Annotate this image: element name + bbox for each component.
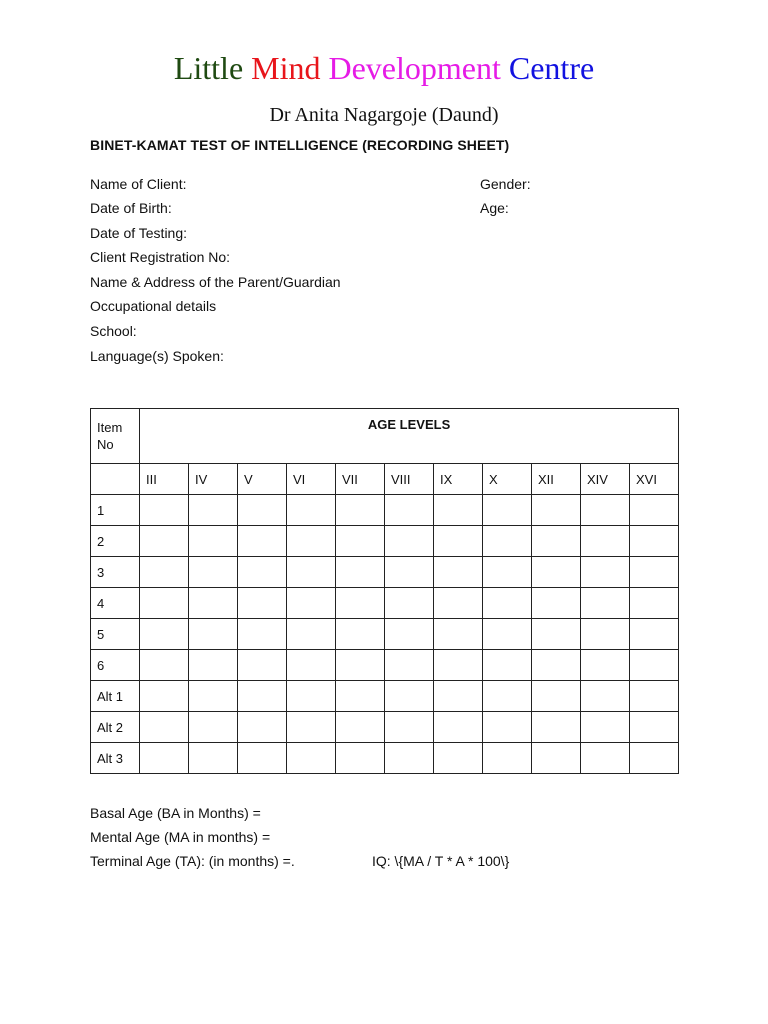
table-row — [91, 588, 679, 619]
score-cell[interactable] — [189, 526, 238, 557]
score-cell[interactable] — [140, 743, 189, 774]
score-cell[interactable] — [238, 712, 287, 743]
score-cell[interactable] — [189, 619, 238, 650]
centre-title — [0, 48, 768, 88]
score-cell[interactable] — [630, 588, 679, 619]
score-cell[interactable] — [336, 650, 385, 681]
score-cell[interactable] — [630, 681, 679, 712]
age-level-cell: X — [483, 464, 532, 495]
score-cell[interactable] — [140, 557, 189, 588]
score-cell[interactable] — [336, 712, 385, 743]
score-cell[interactable] — [189, 650, 238, 681]
score-cell[interactable] — [483, 712, 532, 743]
score-cell[interactable] — [140, 681, 189, 712]
score-cell[interactable] — [336, 681, 385, 712]
title-word-mind: Mind — [251, 50, 321, 86]
item-no-header: Item No — [91, 409, 140, 464]
age-level-cell: VI — [287, 464, 336, 495]
age-levels-header: AGE LEVELS — [140, 409, 679, 464]
doctor-name: Dr Anita Nagargoje (Daund) — [269, 104, 499, 126]
item-label-cell: 4 — [91, 588, 140, 619]
table-row — [91, 557, 679, 588]
school-label: School: — [90, 323, 137, 339]
score-cell[interactable] — [287, 495, 336, 526]
score-cell[interactable] — [483, 495, 532, 526]
score-cell[interactable] — [630, 650, 679, 681]
item-label-cell: Alt 2 — [91, 712, 140, 743]
score-cell[interactable] — [287, 712, 336, 743]
date-of-testing-label: Date of Testing: — [90, 225, 188, 241]
score-cell[interactable] — [189, 588, 238, 619]
table-row — [91, 743, 679, 774]
item-label-cell: 6 — [91, 650, 140, 681]
score-cell[interactable] — [336, 526, 385, 557]
score-cell[interactable] — [581, 681, 630, 712]
item-label-cell: 1 — [91, 495, 140, 526]
score-cell[interactable] — [189, 681, 238, 712]
score-cell[interactable] — [532, 681, 581, 712]
score-cell[interactable] — [385, 712, 434, 743]
score-cell[interactable] — [581, 712, 630, 743]
score-cell[interactable] — [385, 557, 434, 588]
title-word-development: Development — [328, 50, 501, 86]
table-row — [91, 495, 679, 526]
score-cell[interactable] — [336, 743, 385, 774]
score-cell[interactable] — [581, 743, 630, 774]
score-cell[interactable] — [630, 743, 679, 774]
score-cell[interactable] — [238, 681, 287, 712]
score-cell[interactable] — [238, 557, 287, 588]
score-cell[interactable] — [287, 526, 336, 557]
table-row — [91, 681, 679, 712]
age-level-cell: VIII — [385, 464, 434, 495]
score-cell[interactable] — [532, 712, 581, 743]
basal-age-label: Basal Age (BA in Months) = — [90, 805, 261, 821]
title-word-little: Little — [173, 50, 244, 86]
score-cell[interactable] — [581, 588, 630, 619]
score-cell[interactable] — [532, 557, 581, 588]
score-cell[interactable] — [385, 526, 434, 557]
item-label-cell: 2 — [91, 526, 140, 557]
table-row — [91, 650, 679, 681]
table-row — [91, 619, 679, 650]
gender-label: Gender: — [480, 176, 531, 192]
score-cell[interactable] — [189, 712, 238, 743]
score-cell[interactable] — [581, 650, 630, 681]
age-level-cell: XVI — [630, 464, 679, 495]
score-cell[interactable] — [483, 557, 532, 588]
score-cell[interactable] — [532, 526, 581, 557]
score-cell[interactable] — [238, 526, 287, 557]
score-cell[interactable] — [434, 557, 483, 588]
sheet-title: BINET-KAMAT TEST OF INTELLIGENCE (RECORDING SHEET) — [90, 137, 510, 153]
score-cell[interactable] — [238, 619, 287, 650]
score-cell[interactable] — [287, 650, 336, 681]
score-cell[interactable] — [287, 588, 336, 619]
table-header-row — [91, 409, 679, 464]
score-cell[interactable] — [483, 743, 532, 774]
score-cell[interactable] — [238, 495, 287, 526]
iq-formula: IQ: \{MA / T * A * 100\} — [372, 853, 510, 869]
occupational-details-label: Occupational details — [90, 298, 217, 314]
mental-age-label: Mental Age (MA in months) = — [90, 829, 271, 845]
score-cell[interactable] — [581, 557, 630, 588]
score-cell[interactable] — [434, 526, 483, 557]
item-label-cell: Alt 1 — [91, 681, 140, 712]
score-cell[interactable] — [189, 495, 238, 526]
item-label-cell: 3 — [91, 557, 140, 588]
age-label: Age: — [480, 200, 509, 216]
score-cell[interactable] — [434, 588, 483, 619]
score-cell[interactable] — [630, 526, 679, 557]
age-level-cell: XII — [532, 464, 581, 495]
score-cell[interactable] — [287, 557, 336, 588]
age-level-cell: III — [140, 464, 189, 495]
score-cell[interactable] — [385, 743, 434, 774]
score-cell[interactable] — [630, 495, 679, 526]
parent-guardian-label: Name & Address of the Parent/Guardian — [90, 274, 341, 290]
score-cell[interactable] — [581, 526, 630, 557]
score-cell[interactable] — [630, 557, 679, 588]
score-cell[interactable] — [532, 650, 581, 681]
score-cell[interactable] — [140, 712, 189, 743]
name-of-client-label: Name of Client: — [90, 176, 187, 192]
score-cell[interactable] — [483, 588, 532, 619]
score-cell[interactable] — [434, 743, 483, 774]
score-cell[interactable] — [385, 495, 434, 526]
score-cell[interactable] — [385, 650, 434, 681]
score-cell[interactable] — [434, 650, 483, 681]
score-cell[interactable] — [385, 681, 434, 712]
score-cell[interactable] — [483, 681, 532, 712]
score-cell[interactable] — [532, 495, 581, 526]
score-cell[interactable] — [238, 650, 287, 681]
level-blank-cell — [91, 464, 140, 495]
score-cell[interactable] — [238, 588, 287, 619]
date-of-birth-label: Date of Birth: — [90, 200, 172, 216]
age-level-cell: XIV — [581, 464, 630, 495]
score-cell[interactable] — [385, 588, 434, 619]
item-label-cell: 5 — [91, 619, 140, 650]
title-word-centre: Centre — [508, 50, 595, 86]
score-cell[interactable] — [434, 619, 483, 650]
score-cell[interactable] — [238, 743, 287, 774]
table-row — [91, 526, 679, 557]
score-cell[interactable] — [140, 588, 189, 619]
score-cell[interactable] — [287, 681, 336, 712]
score-cell[interactable] — [434, 495, 483, 526]
score-cell[interactable] — [140, 650, 189, 681]
score-cell[interactable] — [336, 588, 385, 619]
score-cell[interactable] — [630, 712, 679, 743]
recording-table — [90, 408, 679, 774]
score-cell[interactable] — [189, 743, 238, 774]
score-cell[interactable] — [140, 495, 189, 526]
score-cell[interactable] — [532, 743, 581, 774]
score-cell[interactable] — [483, 650, 532, 681]
score-cell[interactable] — [483, 526, 532, 557]
age-level-cell: VII — [336, 464, 385, 495]
age-level-cell: IX — [434, 464, 483, 495]
score-cell[interactable] — [483, 619, 532, 650]
score-cell[interactable] — [630, 619, 679, 650]
score-cell[interactable] — [189, 557, 238, 588]
age-level-cell: IV — [189, 464, 238, 495]
score-cell[interactable] — [336, 495, 385, 526]
score-cell[interactable] — [581, 619, 630, 650]
client-registration-label: Client Registration No: — [90, 249, 231, 265]
score-cell[interactable] — [532, 588, 581, 619]
score-cell[interactable] — [287, 619, 336, 650]
terminal-age-label: Terminal Age (TA): (in months) =. — [90, 853, 295, 869]
score-cell[interactable] — [385, 619, 434, 650]
score-cell[interactable] — [287, 743, 336, 774]
score-cell[interactable] — [434, 681, 483, 712]
score-cell[interactable] — [532, 619, 581, 650]
age-level-row — [91, 464, 679, 495]
languages-spoken-label: Language(s) Spoken: — [90, 348, 224, 364]
score-cell[interactable] — [434, 712, 483, 743]
score-cell[interactable] — [581, 495, 630, 526]
age-level-cell: V — [238, 464, 287, 495]
item-label-cell: Alt 3 — [91, 743, 140, 774]
table-row — [91, 712, 679, 743]
score-cell[interactable] — [140, 619, 189, 650]
score-cell[interactable] — [140, 526, 189, 557]
score-cell[interactable] — [336, 557, 385, 588]
score-cell[interactable] — [336, 619, 385, 650]
